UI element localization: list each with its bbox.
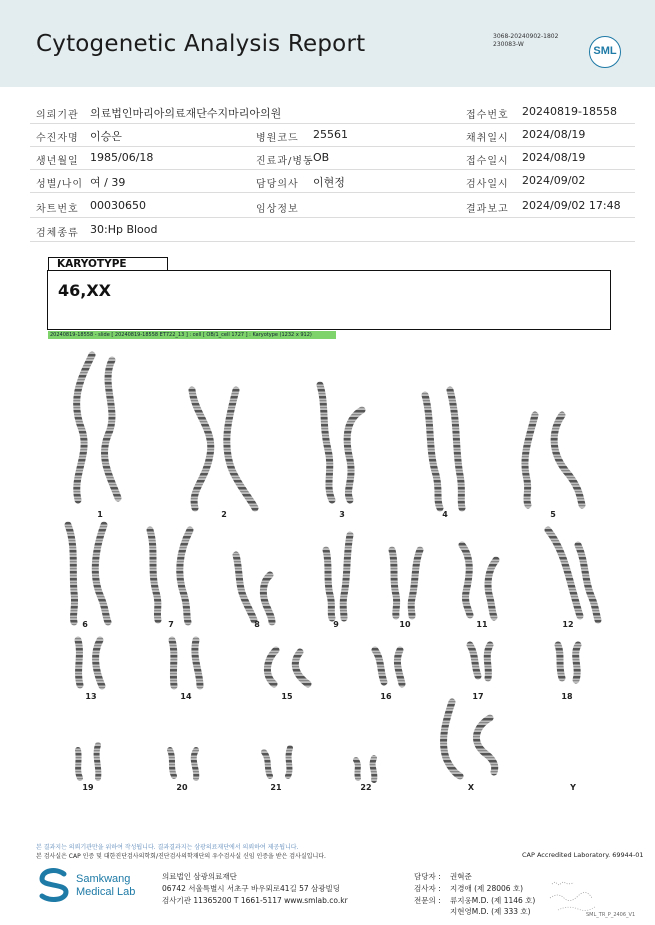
info-row-1 xyxy=(30,101,635,124)
sml-logo-text: SML xyxy=(593,45,617,57)
chr-label-1: 1 xyxy=(97,510,103,519)
receipt-no-label: 접수번호 xyxy=(466,110,509,121)
info-row-6 xyxy=(30,219,635,242)
birth-label: 생년월일 xyxy=(36,156,79,167)
chromosome-15b xyxy=(295,652,308,684)
cap-accreditation: CAP Accredited Laboratory. 69944-01 xyxy=(522,851,644,859)
chromosome-8a xyxy=(236,555,254,620)
chromosome-10b xyxy=(411,550,420,616)
specialist-label: 전문의 : xyxy=(414,896,441,905)
collect-label: 채취일시 xyxy=(466,133,509,144)
report-header xyxy=(0,0,655,87)
chromosome-14b xyxy=(195,640,200,686)
chromosome-16a xyxy=(375,650,384,682)
manager-label: 담당자 : xyxy=(414,872,441,881)
karyotype-tab: KARYOTYPE xyxy=(48,257,168,271)
specimen-label: 검체종류 xyxy=(36,228,79,239)
chromosome-6a xyxy=(68,525,75,622)
chr-label-6: 6 xyxy=(82,620,88,629)
ward-code-label: 병원코드 xyxy=(256,133,299,144)
chromosome-17a xyxy=(470,645,478,676)
chromosome-2b xyxy=(227,390,255,508)
chromosome-5b xyxy=(554,415,582,505)
received-value: 2024/08/19 xyxy=(522,151,586,164)
chr-label-21: 21 xyxy=(270,783,282,792)
chromosome-3b xyxy=(347,410,362,500)
chromosome-21b xyxy=(288,748,290,776)
document-number: SML_TR_P_2406_V1 xyxy=(586,912,636,918)
chromosome-4a xyxy=(425,395,440,508)
karyogram-image xyxy=(0,340,655,800)
report-title: Cytogenetic Analysis Report xyxy=(36,31,366,57)
chr-label-16: 16 xyxy=(380,692,392,701)
chromosome-16b xyxy=(397,650,402,684)
footer-org: 의료법인 삼광의료재단 xyxy=(162,872,237,881)
collect-value: 2024/08/19 xyxy=(522,128,586,141)
chromosome-18b xyxy=(576,645,578,680)
chromosome-15a xyxy=(267,650,276,684)
birth-value: 1985/06/18 xyxy=(90,151,154,164)
samkwang-logo-mark xyxy=(36,868,72,902)
chromosome-5a xyxy=(525,415,535,505)
info-row-3 xyxy=(30,147,635,170)
chromosome-19b xyxy=(97,745,99,778)
chromosome-7b xyxy=(180,530,190,622)
dept-label: 진료과/병동 xyxy=(256,156,314,167)
chromosome-22b xyxy=(373,758,375,780)
chromosome-3a xyxy=(320,385,332,500)
info-row-2 xyxy=(30,124,635,147)
result-label: 결과보고 xyxy=(466,204,509,215)
institution-value: 의료법인마리아의료재단수지마리아의원 xyxy=(90,107,282,120)
manager-value: 권혁준 xyxy=(450,872,472,881)
signature-scribbles xyxy=(548,876,608,916)
chr-label-5: 5 xyxy=(550,510,556,519)
institution-label: 의뢰기관 xyxy=(36,110,79,121)
clinical-label: 임상정보 xyxy=(256,204,299,215)
chr-label-x: X xyxy=(467,783,475,792)
sex-age-value: 여 / 39 xyxy=(90,176,126,189)
chr-label-19: 19 xyxy=(82,783,94,792)
tested-value: 2024/09/02 xyxy=(522,174,586,187)
chromosome-9b xyxy=(343,535,350,618)
chromosome-14a xyxy=(172,640,174,686)
chr-label-15: 15 xyxy=(281,692,293,701)
sml-logo xyxy=(589,36,621,68)
chromosome-20a xyxy=(170,750,174,776)
samkwang-logo xyxy=(36,868,72,906)
tester-label: 검사자 : xyxy=(414,884,441,893)
chr-label-14: 14 xyxy=(180,692,192,701)
received-label: 접수일시 xyxy=(466,156,509,167)
chr-label-8: 8 xyxy=(254,620,260,629)
specialist-value-1: 류지웅M.D. (제 1146 호) xyxy=(450,896,536,905)
chromosome-20b xyxy=(194,750,197,778)
chr-label-3: 3 xyxy=(339,510,345,519)
chromosome-21a xyxy=(264,752,270,776)
sex-age-label: 성별/나이 xyxy=(36,179,84,190)
header-code-2: 230083-W xyxy=(493,41,524,48)
chr-label-17: 17 xyxy=(472,692,484,701)
chr-label-18: 18 xyxy=(561,692,573,701)
chr-label-12: 12 xyxy=(562,620,574,629)
info-row-5 xyxy=(30,195,635,218)
karyotype-image-caption: 20240819-18558 - slide [ 20240819-18558 ET722_13 ] : cell [ OB/1_cell 1727 ] : Karyotype (1232 x 912) xyxy=(48,331,336,339)
chr-label-11: 11 xyxy=(476,620,488,629)
chromosome-13b xyxy=(96,640,102,686)
chromosome-8b xyxy=(263,575,272,622)
chromosome-19a xyxy=(78,750,80,778)
result-value: 2024/09/02 17:48 xyxy=(522,199,621,212)
chromosome-1a xyxy=(77,355,92,500)
footer-logo-line2: Medical Lab xyxy=(76,886,136,898)
info-row-4 xyxy=(30,170,635,193)
chr-label-2: 2 xyxy=(221,510,227,519)
chart-label: 차트번호 xyxy=(36,204,79,215)
chromosome-xa xyxy=(444,702,460,776)
chromosome-6b xyxy=(95,525,108,622)
footer-contact: 검사기관 11365200 T 1661-5117 www.smlab.co.kr xyxy=(162,896,348,905)
karyotype-result: 46,XX xyxy=(58,281,112,300)
doctor-value: 이현정 xyxy=(313,176,345,189)
chromosome-22a xyxy=(356,760,358,778)
chromosome-11b xyxy=(488,560,496,617)
chromosome-1b xyxy=(105,360,119,498)
chromosome-2a xyxy=(192,390,211,508)
doctor-label: 담당의사 xyxy=(256,179,299,190)
tested-label: 검사일시 xyxy=(466,179,509,190)
patient-label: 수진자명 xyxy=(36,133,79,144)
chr-label-7: 7 xyxy=(168,620,174,629)
chromosome-4b xyxy=(450,390,462,508)
chromosome-7a xyxy=(150,530,158,620)
chromosome-9a xyxy=(326,550,332,618)
footer-address: 06742 서울특별시 서초구 바우뫼로41길 57 삼광빌딩 xyxy=(162,884,341,893)
chromosome-10a xyxy=(392,550,397,616)
chr-label-20: 20 xyxy=(176,783,188,792)
specimen-value: 30:Hp Blood xyxy=(90,223,158,236)
receipt-no-value: 20240819-18558 xyxy=(522,105,617,118)
tester-value: 지경애 (제 28006 호) xyxy=(450,884,524,893)
notice-line-1: 본 결과지는 의뢰기관만을 위하여 작성됩니다. 결과결과지는 삼광의료재단에서 의뢰하여 제공됩니다. xyxy=(36,844,299,851)
chromosome-13a xyxy=(78,640,80,685)
chromosome-17b xyxy=(487,645,490,678)
notice-line-2: 본 검사실은 CAP 인증 및 대한진단검사의학회/진단검사의학재단의 우수검사실 신임 인증을 받은 검사실입니다. xyxy=(36,853,326,860)
chr-label-4: 4 xyxy=(442,510,448,519)
header-code-1: 3068-20240902-1802 xyxy=(493,33,559,40)
dept-value: OB xyxy=(313,151,330,164)
chr-label-22: 22 xyxy=(360,783,372,792)
chr-label-y: Y xyxy=(570,783,576,792)
chromosome-18a xyxy=(558,645,562,678)
chart-value: 00030650 xyxy=(90,199,146,212)
chromosome-11a xyxy=(462,545,470,615)
chromosome-xb xyxy=(476,718,494,772)
karyotype-result-box xyxy=(47,270,611,330)
chr-label-9: 9 xyxy=(333,620,339,629)
chr-label-10: 10 xyxy=(399,620,411,629)
chr-label-13: 13 xyxy=(85,692,97,701)
ward-code-value: 25561 xyxy=(313,128,348,141)
specialist-value-2: 지현영M.D. (제 333 호) xyxy=(450,907,531,916)
footer-logo-line1: Samkwang xyxy=(76,873,131,885)
patient-value: 이승은 xyxy=(90,130,122,143)
